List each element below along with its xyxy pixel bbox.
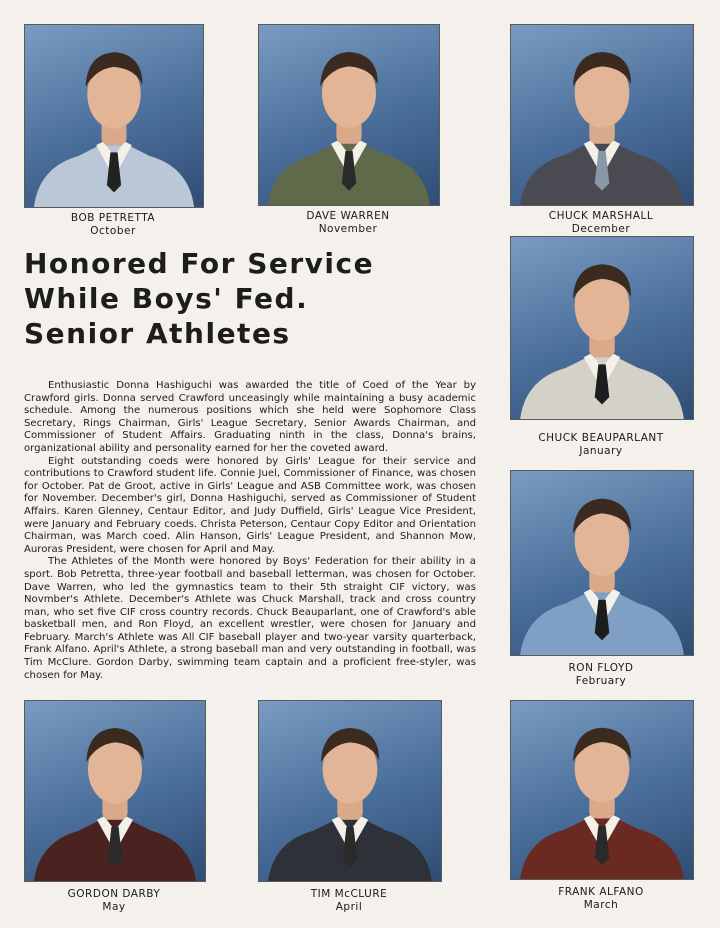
athlete-month: November: [318, 223, 378, 235]
portrait-caption: [258, 888, 440, 914]
article-paragraph: The Athletes of the Month were honored by Boys' Federation for their ability in a sport. Bob Petretta, three-year football and baseball letterman, was chosen for October. Dave Warren, who led the gymnastics team to their 5th straight CIF victory, was Novmber's Athlete. December's Athlete was Chuck Marshall, track and cross country man, who set five CIF cross country records. Chuck Beauparlant, one of Crawford's able basketball men, and Ron Floyd, an excellent wrestler, were chosen for January and February. March's Athlete was All CIF baseball player and two-year varsity quarterback, Frank Alfano. April's Athlete, a strong baseball man and very outstanding in football, was Tim McClure. Gordon Darby, swimming team captain and a proficient free-styler, was chosen for May.: [24, 556, 476, 681]
portrait-caption: [510, 662, 692, 688]
portrait-photo: [510, 700, 694, 880]
athlete-name: DAVE WARREN: [306, 210, 390, 222]
athlete-name: BOB PETRETTA: [70, 212, 156, 224]
athlete-name: CHUCK MARSHALL: [548, 210, 654, 222]
athlete-month: April: [335, 901, 363, 913]
athlete-name: CHUCK BEAUPARLANT: [538, 432, 664, 444]
athlete-name: RON FLOYD: [568, 662, 634, 674]
portrait-photo: [24, 24, 204, 208]
portrait-photo: [258, 700, 442, 882]
portrait-caption: [510, 432, 692, 458]
portrait-caption: [510, 210, 692, 236]
article-paragraph: Enthusiastic Donna Hashiguchi was awarded the title of Coed of the Year by Crawford girls. Donna served Crawford unceasingly while maintaining a busy academic schedule. Among the numerous positions which she held were Sophomore Class Secretary, Rings Chairman, Girls' League Secretary, Senior Awards Chairman, and Commissioner of Student Affairs. Graduating ninth in the class, Donna's brains, organizational ability and personality earned for her the coveted award.: [24, 380, 476, 454]
athlete-name: FRANK ALFANO: [558, 886, 644, 898]
headline-line: While Boys' Fed.: [24, 282, 309, 315]
athlete-name: TIM McCLURE: [310, 888, 388, 900]
athlete-month: February: [575, 675, 627, 687]
athlete-name: GORDON DARBY: [67, 888, 161, 900]
headline-line: Senior Athletes: [24, 317, 291, 350]
article-paragraph: Eight outstanding coeds were honored by Girls' League for their service and contributions to Crawford student life. Connie Juel, Commissioner of Finance, was chosen for October. Pat de Groot, active in Girls' League and ASB Committee work, was chosen for November. December's girl, Donna Hashiguchi, served as Commissioner of Student Affairs. Karen Glenney, Centaur Editor, and Judy Duffield, Girls' League Vice President, were January and February coeds. Christa Peterson, Centaur Copy Editor and Orientation Chairman, was March coed. Alin Hanson, Girls' League President, and Shannon Mow, Auroras President, were chosen for April and May.: [24, 455, 476, 555]
article-body: [24, 380, 476, 682]
portrait-photo: [24, 700, 206, 882]
portrait-photo: [510, 470, 694, 656]
headline: [24, 246, 494, 351]
athlete-month: December: [571, 223, 631, 235]
portrait-caption: [510, 886, 692, 912]
athlete-month: March: [583, 899, 619, 911]
portrait-photo: [510, 24, 694, 206]
portrait-photo: [258, 24, 440, 206]
athlete-month: October: [90, 225, 136, 237]
portrait-caption: [24, 888, 204, 914]
athlete-month: May: [102, 901, 126, 913]
portrait-caption: [258, 210, 438, 236]
headline-line: Honored For Service: [24, 247, 375, 280]
portrait-caption: [24, 212, 202, 238]
portrait-photo: [510, 236, 694, 420]
athlete-month: January: [579, 445, 623, 457]
